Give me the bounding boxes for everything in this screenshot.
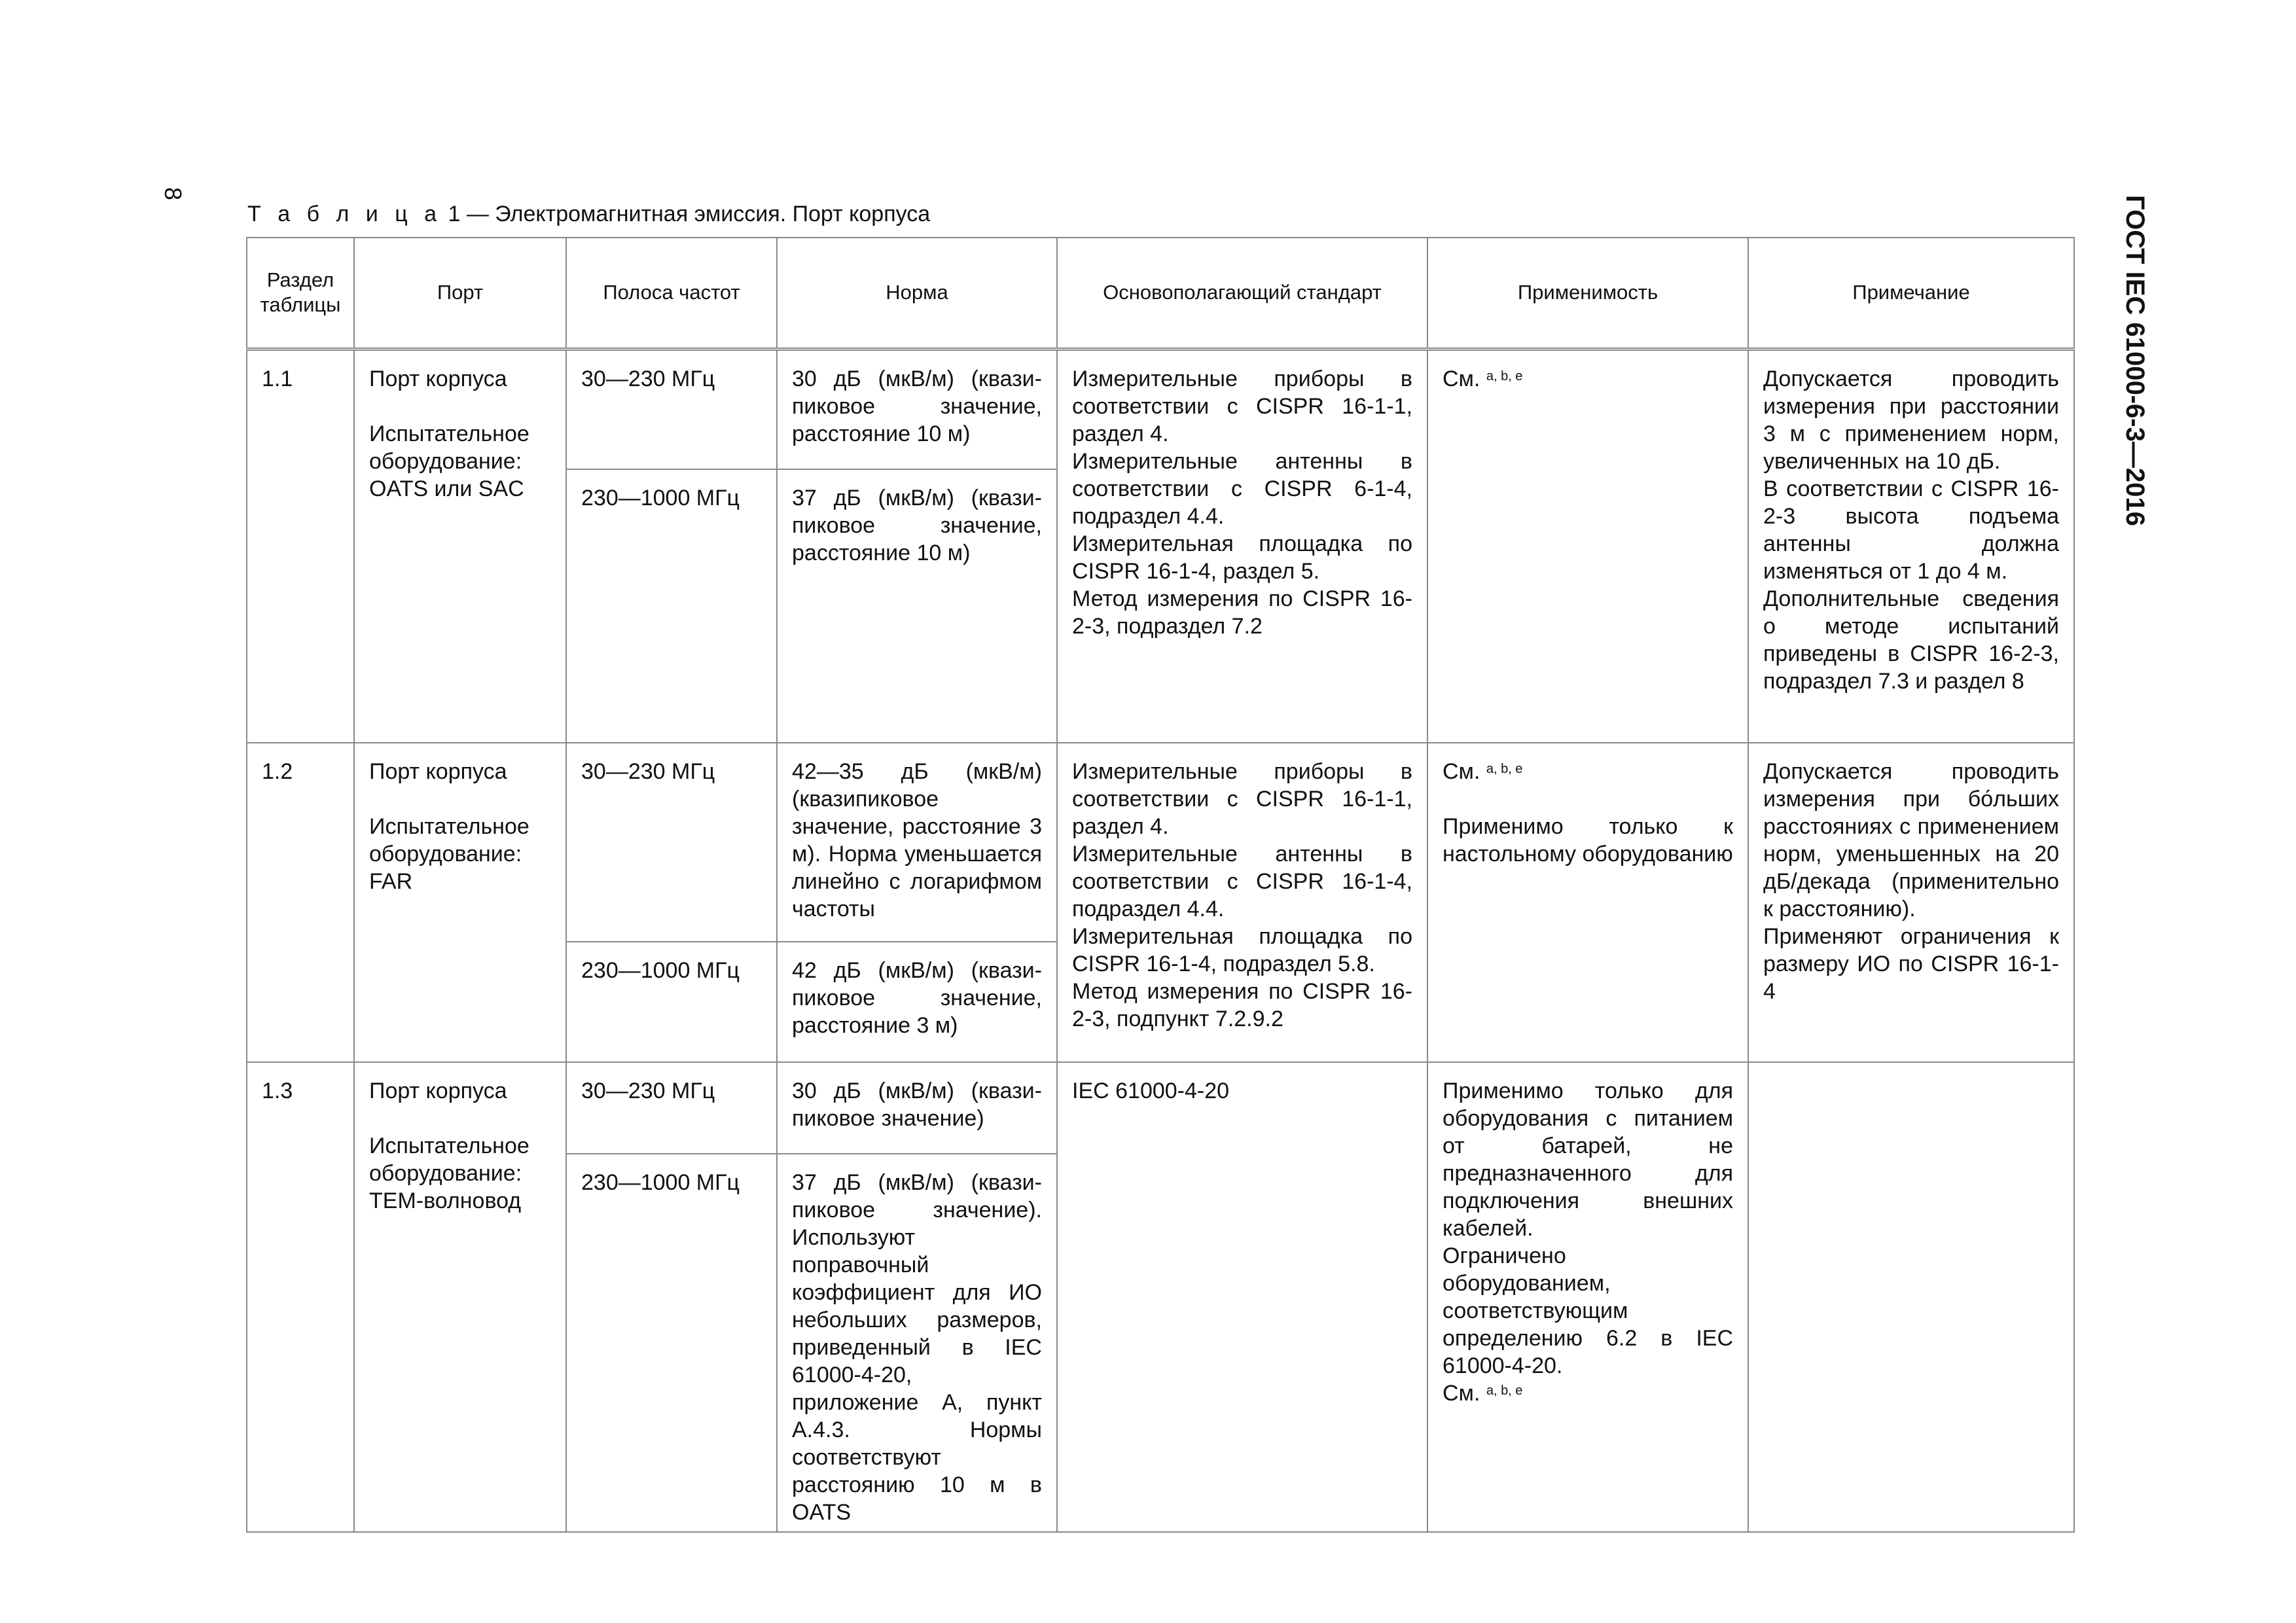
standard-cell: [1057, 743, 1427, 1062]
standard-line: Измерительная площадка по CISPR 16-1-4, подраздел 5.8.: [1072, 924, 1412, 976]
band-cell: 30—230 МГц: [566, 349, 777, 469]
section-cell: 1.3: [247, 1062, 354, 1532]
note-cell: [1748, 349, 2074, 743]
table-caption: [247, 202, 930, 227]
note-cell: [1748, 1062, 2074, 1532]
standard-cell: [1057, 349, 1427, 743]
footnote-refs: a, b, e: [1486, 368, 1523, 383]
band-cell: 230—1000 МГц: [566, 469, 777, 743]
applicability-text: Применимо только для оборудования с питанием от батарей, не предназначенного для подключения внешних кабелей.: [1443, 1079, 1733, 1241]
table-caption-text: 1 — Электромагнитная эмиссия. Порт корпуса: [448, 202, 931, 226]
norm-cell: 30 дБ (мкВ/м) (квази-пиковое значение, расстояние 10 м): [777, 349, 1057, 469]
section-cell: 1.1: [247, 349, 354, 743]
spacer: [1443, 785, 1733, 813]
standard-line: Измерительные приборы в соответствии с CISPR 16-1-1, раздел 4.: [1072, 366, 1412, 446]
footnote-refs: a, b, e: [1486, 1383, 1523, 1398]
table-row: [247, 349, 2074, 469]
port-name: Порт корпуса: [369, 759, 507, 784]
band-cell: 30—230 МГц: [566, 743, 777, 942]
applicability-cell: [1427, 743, 1748, 1062]
applicability-cell: [1427, 349, 1748, 743]
table-row: [247, 743, 2074, 942]
applicability-text: Применимо только к настольному оборудованию: [1443, 814, 1733, 866]
see-label: См.: [1443, 366, 1480, 391]
standard-line: Измерительные антенны в соответствии с CISPR 6-1-4, подраздел 4.4.: [1072, 448, 1412, 529]
table-header-row: [247, 238, 2074, 349]
header-standard: Основополагающий стандарт: [1057, 238, 1427, 349]
document-code: ГОСТ IEC 61000-6-3—2016: [2121, 195, 2149, 526]
note-line: Применяют ограничения к размеру ИО по CISPR 16-1-4: [1763, 924, 2059, 1004]
test-equipment: Испытательное оборудование: OATS или SAC: [369, 421, 529, 501]
test-equipment: Испытательное оборудование: TEM-волновод: [369, 1133, 529, 1213]
band-cell: 230—1000 МГц: [566, 1154, 777, 1532]
norm-cell: 42 дБ (мкВ/м) (квази-пиковое значение, расстояние 3 м): [777, 942, 1057, 1062]
applicability-text: Ограничено оборудованием, соответствующим определению 6.2 в IEC 61000-4-20.: [1443, 1243, 1733, 1378]
header-port: Порт: [354, 238, 566, 349]
header-note: Примечание: [1748, 238, 2074, 349]
note-cell: [1748, 743, 2074, 1062]
applicability-cell: [1427, 1062, 1748, 1532]
band-cell: 30—230 МГц: [566, 1062, 777, 1154]
header-norm: Норма: [777, 238, 1057, 349]
see-label: См.: [1443, 1381, 1480, 1406]
norm-cell: 42—35 дБ (мкВ/м) (квазипиковое значение, расстояние 3 м). Норма уменьшается линейно с логарифмом частоты: [777, 743, 1057, 942]
band-cell: 230—1000 МГц: [566, 942, 777, 1062]
see-label: См.: [1443, 759, 1480, 784]
standard-line: Измерительная площадка по CISPR 16-1-4, раздел 5.: [1072, 531, 1412, 584]
footnote-refs: a, b, e: [1486, 762, 1523, 776]
port-name: Порт корпуса: [369, 1079, 507, 1103]
table-caption-label: Т а б л и ц а: [247, 202, 442, 226]
note-line: Допускается проводить измерения при расстоянии 3 м с применением норм, увеличенных на 10 дБ.: [1763, 366, 2059, 474]
spacer: [369, 1105, 551, 1132]
note-line: Дополнительные сведения о методе испытаний приведены в CISPR 16-2-3, подраздел 7.3 и раздел 8: [1763, 586, 2059, 694]
norm-cell: 30 дБ (мкВ/м) (квази-пиковое значение): [777, 1062, 1057, 1154]
port-cell: [354, 349, 566, 743]
standard-line: Метод измерения по CISPR 16-2-3, подпункт 7.2.9.2: [1072, 979, 1412, 1031]
header-section: Раздел таблицы: [247, 238, 354, 349]
emission-table: [246, 237, 2075, 1533]
port-cell: [354, 1062, 566, 1532]
standard-cell: [1057, 1062, 1427, 1532]
standard-line: Измерительные приборы в соответствии с CISPR 16-1-1, раздел 4.: [1072, 759, 1412, 839]
table-row: [247, 1062, 2074, 1154]
norm-cell: 37 дБ (мкВ/м) (квази-пиковое значение, расстояние 10 м): [777, 469, 1057, 743]
note-line: Допускается проводить измерения при бо́льших расстояниях с применением норм, уменьшенных на 20 дБ/декада (применительно к расстоянию).: [1763, 759, 2059, 921]
section-cell: 1.2: [247, 743, 354, 1062]
spacer: [369, 393, 551, 420]
standard-line: Измерительные антенны в соответствии с CISPR 16-1-4, подраздел 4.4.: [1072, 842, 1412, 921]
spacer: [369, 785, 551, 813]
norm-cell: 37 дБ (мкВ/м) (квази-пиковое значение). Используют поправочный коэффициент для ИО небольших размеров, приведенный в IEC 61000-4-20, приложение А, пункт А.4.3. Нормы соответствуют расстоянию 10 м в OATS: [777, 1154, 1057, 1532]
header-applicability: Применимость: [1427, 238, 1748, 349]
port-name: Порт корпуса: [369, 366, 507, 391]
header-band: Полоса частот: [566, 238, 777, 349]
page-number: 8: [160, 187, 187, 201]
test-equipment: Испытательное оборудование: FAR: [369, 814, 529, 894]
standard-line: Метод измерения по CISPR 16-2-3, подраздел 7.2: [1072, 586, 1412, 639]
note-line: В соответствии с CISPR 16-2-3 высота подъема антенны должна изменяться от 1 до 4 м.: [1763, 476, 2059, 584]
port-cell: [354, 743, 566, 1062]
standard-line: IEC 61000-4-20: [1072, 1079, 1230, 1103]
